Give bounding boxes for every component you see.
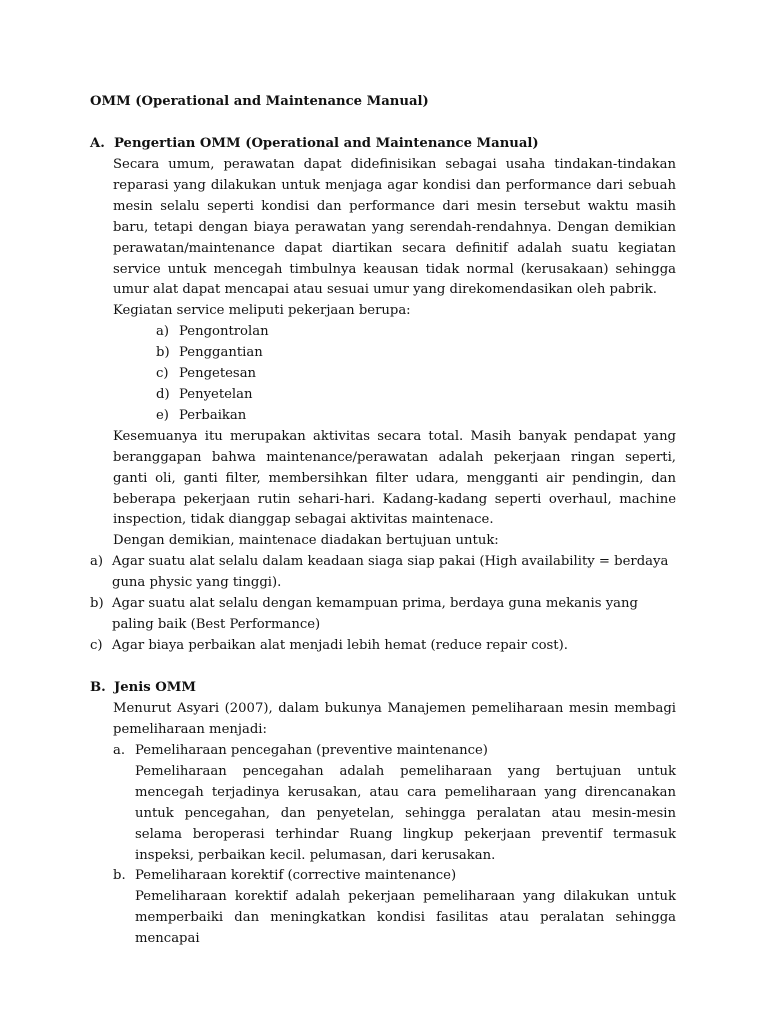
list-marker: d) xyxy=(156,386,170,402)
purpose-list xyxy=(90,552,676,657)
service-list xyxy=(113,322,676,427)
section-b-heading xyxy=(90,678,690,699)
type-title: Pemeliharaan pencegahan (preventive maintenance) xyxy=(135,743,488,758)
list-item xyxy=(113,322,676,343)
list-marker: c) xyxy=(90,637,103,653)
list-item-text: Pengontrolan xyxy=(179,324,269,340)
section-b-body xyxy=(113,699,676,741)
list-item-text: Penyetelan xyxy=(179,386,253,402)
list-item xyxy=(113,866,676,950)
list-item-text: Perbaikan xyxy=(179,407,247,423)
list-marker: a. xyxy=(113,743,126,758)
purpose-block xyxy=(90,552,676,657)
type-title: Pemeliharaan korektif (corrective maintenance) xyxy=(135,868,457,884)
list-marker: e) xyxy=(156,407,169,423)
list-item xyxy=(113,343,676,364)
list-marker: a) xyxy=(90,554,104,569)
list-item xyxy=(90,636,676,657)
list-marker: a) xyxy=(156,324,170,340)
list-item xyxy=(90,552,676,594)
list-item-text: Penggantian xyxy=(179,345,263,361)
list-item-text: Agar suatu alat selalu dalam keadaan siaga siap pakai (High availability = berdaya guna physic yang tinggi). xyxy=(112,554,669,590)
section-a-letter: A. xyxy=(90,136,105,151)
type-description: Pemeliharaan pencegahan adalah pemeliharaan yang bertujuan untuk mencegah terjadinya kerusakan, atau cara pemeliharaan yang direncanakan untuk pencegahan, dan penyetelan, sehingga peralatan atau mesin-mesin selama beroperasi terhindar Ruang lingkup pekerjaan preventif termasuk inspeksi, perbaikan kecil. pelumasan, dari kerusakan. xyxy=(135,763,676,863)
section-a-summary: Kesemuanya itu merupakan aktivitas secara total. Masih banyak pendapat yang beranggapan bahwa maintenance/perawatan adalah pekerjaan ringan seperti, ganti oli, ganti filter, membersihkan filter udara, mengganti air pendingin, dan beberapa pekerjaan rutin sehari-hari. Kadang-kadang seperti overhaul, machine inspection, tidak dianggap sebagai aktivitas maintenace. xyxy=(113,428,676,528)
section-b-letter: B. xyxy=(90,680,106,695)
section-a-body xyxy=(113,155,676,552)
list-item-text: Agar suatu alat selalu dengan kemampuan prima, berdaya guna mekanis yang paling baik (Best Performance) xyxy=(112,595,638,632)
list-item xyxy=(90,594,676,636)
section-a-heading xyxy=(90,134,690,155)
list-marker: b) xyxy=(156,345,170,361)
maintenance-type-list xyxy=(113,741,676,950)
list-marker: b. xyxy=(113,868,126,884)
list-item xyxy=(113,385,676,406)
list-item-text: Agar biaya perbaikan alat menjadi lebih hemat (reduce repair cost). xyxy=(112,637,568,653)
list-item xyxy=(113,741,676,866)
list-item xyxy=(113,406,676,427)
type-description: Pemeliharaan korektif adalah pekerjaan pemeliharaan yang dilakukan untuk memperbaiki dan meningkatkan kondisi fasilitas atau peralatan sehingga mencapai xyxy=(135,889,676,947)
section-a-title: Pengertian OMM (Operational and Maintenance Manual) xyxy=(114,136,539,151)
section-b-title: Jenis OMM xyxy=(114,680,196,695)
list-marker: b) xyxy=(90,595,104,611)
section-b-intro: Menurut Asyari (2007), dalam bukunya Manajemen pemeliharaan mesin membagi pemeliharaan menjadi: xyxy=(113,701,676,737)
document-title: OMM (Operational and Maintenance Manual) xyxy=(90,94,429,109)
list-marker: c) xyxy=(156,366,169,382)
service-intro: Kegiatan service meliputi pekerjaan berupa: xyxy=(113,303,411,319)
list-item-text: Pengetesan xyxy=(179,366,257,382)
purpose-intro: Dengan demikian, maintenace diadakan bertujuan untuk: xyxy=(113,533,499,549)
list-item xyxy=(113,364,676,385)
section-a-intro: Secara umum, perawatan dapat didefinisikan sebagai usaha tindakan-tindakan reparasi yang dilakukan untuk menjaga agar kondisi dan performance dari sebuah mesin selalu seperti kondisi dan performance dari mesin tersebut waktu masih baru, tetapi dengan biaya perawatan yang serendah-rendahnya. Dengan demikian perawatan/maintenance dapat diartikan secara definitif adalah suatu kegiatan service untuk mencegah timbulnya keausan tidak normal (kerusakaan) sehingga umur alat dapat mencapai atau sesuai umur yang direkomendasikan oleh pabrik. xyxy=(113,157,676,298)
types-block xyxy=(113,741,676,950)
